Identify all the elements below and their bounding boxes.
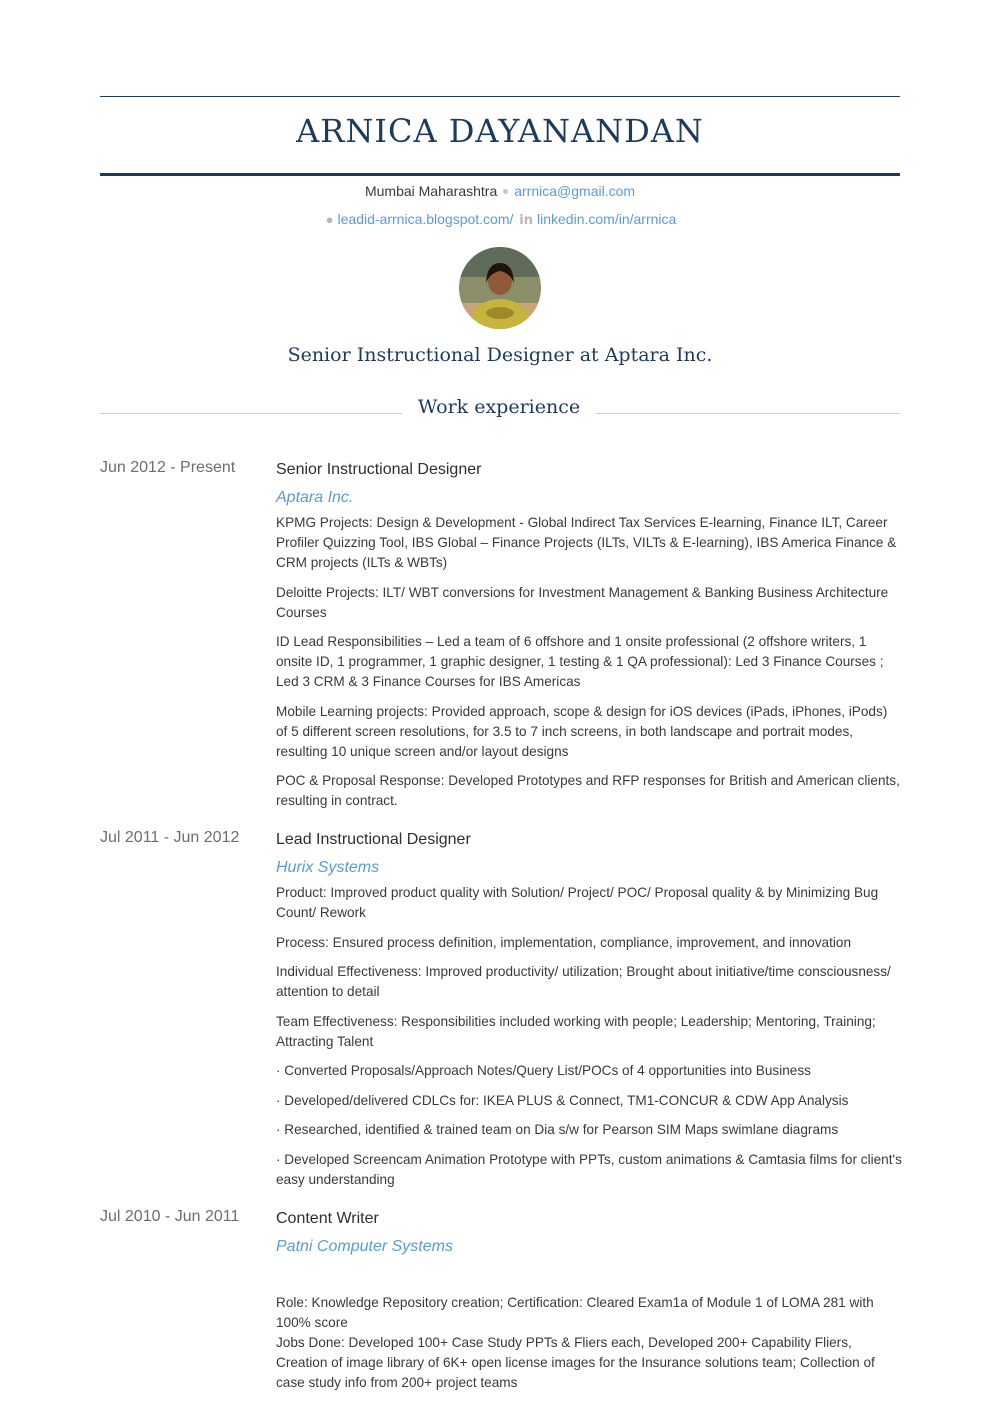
job-bullet: · Developed/delivered CDLCs for: IKEA PLUS & Connect, TM1-CONCUR & CDW App Analysis [276, 1092, 849, 1108]
avatar [459, 247, 541, 329]
job-dates: Jun 2012 - Present [100, 459, 236, 476]
spacer [276, 1262, 902, 1293]
job-company: Aptara Inc. [276, 489, 354, 506]
linkedin-icon: in [519, 213, 534, 228]
job-dates: Jul 2010 - Jun 2011 [100, 1208, 240, 1225]
globe-icon: ● [325, 212, 334, 227]
separator-dot [503, 189, 508, 194]
candidate-name: ARNICA DAYANANDAN [296, 112, 704, 150]
job-role: Lead Instructional Designer [276, 831, 471, 848]
header-bottom-rule [100, 173, 900, 176]
job-bullet: · Researched, identified & trained team on Dia s/w for Pearson SIM Maps swimlane diagrams [276, 1122, 839, 1137]
job-role: Senior Instructional Designer [276, 461, 482, 478]
linkedin-link[interactable]: linkedin.com/in/arrnica [537, 211, 677, 227]
job-paragraph: ID Lead Responsibilities – Led a team of 6 offshore and 1 onsite professional (2 offshore writers, 1 onsite ID, 1 programmer, 1 graphic designer, 1 testing & 1 QA professional): Led 3 Finance Courses ; Led 3 CRM & 3 Finance Courses for IBS Americas [276, 634, 884, 689]
job-paragraph: Product: Improved product quality with Solution/ Project/ POC/ Proposal quality & by Minimizing Bug Count/ Rework [276, 885, 879, 920]
location-text: Mumbai Maharashtra [364, 183, 498, 199]
job-paragraph: Role: Knowledge Repository creation; Certification: Cleared Exam1a of Module 1 of LOMA 281 with 100% score [276, 1295, 874, 1330]
blog-link[interactable]: leadid-arrnica.blogspot.com/ [337, 211, 514, 227]
job-bullet: · Converted Proposals/Approach Notes/Query List/POCs of 4 opportunities into Business [276, 1063, 811, 1078]
job-company: Patni Computer Systems [276, 1238, 453, 1255]
job-paragraph: Individual Effectiveness: Improved productivity/ utilization; Brought about initiative/time consciousness/ attention to detail [276, 964, 891, 999]
job-paragraph: Deloitte Projects: ILT/ WBT conversions for Investment Management & Banking Business Architecture Courses [276, 584, 889, 620]
section-rule-left [100, 413, 402, 414]
job-bullet: · Developed Screencam Animation Prototype with PPTs, custom animations & Camtasia films for client's easy understanding [276, 1151, 902, 1187]
job-paragraph: Jobs Done: Developed 100+ Case Study PPTs & Fliers each, Developed 200+ Capability Fliers, Creation of image library of 6K+ open license images for the Insurance solutions team; Collection of case study info from 200+ project teams [276, 1335, 875, 1390]
section-heading-work [100, 396, 900, 426]
job-body [276, 829, 902, 1199]
job-role: Content Writer [276, 1210, 379, 1227]
contact-line-links [100, 209, 900, 231]
job-dates: Jul 2011 - Jun 2012 [100, 829, 240, 846]
job-paragraph: Team Effectiveness: Responsibilities included working with people; Leadership; Mentoring, Training; Attracting Talent [276, 1013, 876, 1049]
job-paragraph: KPMG Projects: Design & Development - Global Indirect Tax Services E-learning, Finance ILT, Career Profiler Quizzing Tool, IBS Global – Finance Projects (ILTs, VILTs & E-learning), IBS America Finance & CRM projects (ILTs & WBTs) [276, 515, 897, 570]
header-top-rule [100, 96, 900, 97]
email-link[interactable]: arrnica@gmail.com [514, 183, 636, 199]
job-company: Hurix Systems [276, 859, 380, 876]
job-body [276, 459, 902, 821]
headline: Senior Instructional Designer at Aptara Inc. [287, 344, 713, 366]
section-title: Work experience [417, 396, 581, 418]
job-body [276, 1208, 902, 1393]
section-rule-right [596, 413, 900, 414]
contact-line-primary [100, 181, 900, 201]
job-paragraph: Mobile Learning projects: Provided approach, scope & design for iOS devices (iPads, iPhones, iPods) of 5 different screen resolutions, for 3.5 to 7 inch screens, in both landscape and portrait modes, resulting 10 unique screen and/or layout designs [276, 703, 888, 759]
job-paragraph: Process: Ensured process definition, implementation, compliance, improvement, and innovation [276, 934, 852, 950]
job-paragraph: POC & Proposal Response: Developed Prototypes and RFP responses for British and American clients, resulting in contract. [276, 773, 900, 808]
